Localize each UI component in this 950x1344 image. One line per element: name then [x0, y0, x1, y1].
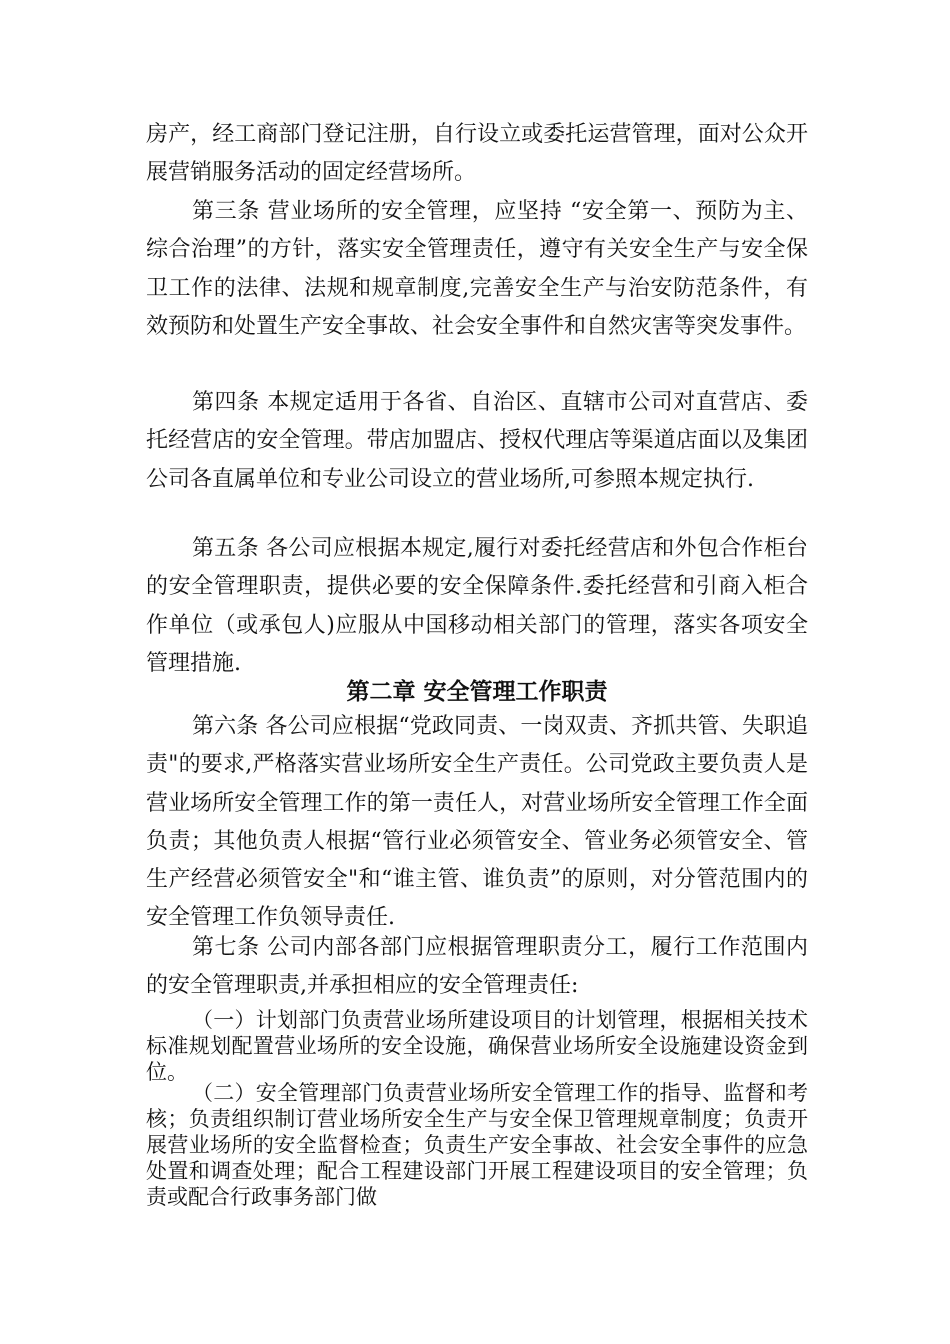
paragraph-article-3: 第三条 营业场所的安全管理，应坚持 “安全第一、预防为主、综合治理”的方针，落实安全管理责任，遵守有关安全生产与安全保卫工作的法律、法规和规章制度,完善安全生产与治安防范条件，有效预防和处置生产安全事故、社会安全事件和自然灾害等突发事件。: [146, 199, 808, 339]
paragraph-article-5: 第五条 各公司应根据本规定,履行对委托经营店和外包合作柜台的安全管理职责，提供必要的安全保障条件.委托经营和引商入柜合作单位（或承包人)应服从中国移动相关部门的管理，落实各项安全管理措施.: [146, 536, 808, 676]
paragraph-item-1: （一）计划部门负责营业场所建设项目的计划管理，根据相关技术标准规划配置营业场所的安全设施，确保营业场所安全设施建设资金到位。: [146, 1008, 808, 1084]
paragraph-item-2: （二）安全管理部门负责营业场所安全管理工作的指导、监督和考核；负责组织制订营业场所安全生产与安全保卫管理规章制度；负责开展营业场所的安全监督检查；负责生产安全事故、社会安全事件的应急处置和调查处理；配合工程建设部门开展工程建设项目的安全管理；负责或配合行政事务部门做: [146, 1081, 808, 1209]
paragraph-article-7: 第七条 公司内部各部门应根据管理职责分工，履行工作范围内的安全管理职责,并承担相应的安全管理责任:: [146, 935, 808, 999]
paragraph-article-6: 第六条 各公司应根据“党政同责、一岗双责、齐抓共管、失职追责"的要求,严格落实营业场所安全生产责任。公司党政主要负责人是营业场所安全管理工作的第一责任人，对营业场所安全管理工作全面负责；其他负责人根据“管行业必须管安全、管业务必须管安全、管生产经营必须管安全"和“谁主管、谁负责”的原则，对分管范围内的安全管理工作负领导责任.: [146, 714, 808, 931]
paragraph-intro: 房产，经工商部门登记注册，自行设立或委托运营管理，面对公众开展营销服务活动的固定经营场所。: [146, 122, 808, 186]
chapter-2-heading: 第二章 安全管理工作职责: [346, 679, 608, 705]
paragraph-article-4: 第四条 本规定适用于各省、自治区、直辖市公司对直营店、委托经营店的安全管理。带店加盟店、授权代理店等渠道店面以及集团公司各直属单位和专业公司设立的营业场所,可参照本规定执行.: [146, 390, 808, 492]
